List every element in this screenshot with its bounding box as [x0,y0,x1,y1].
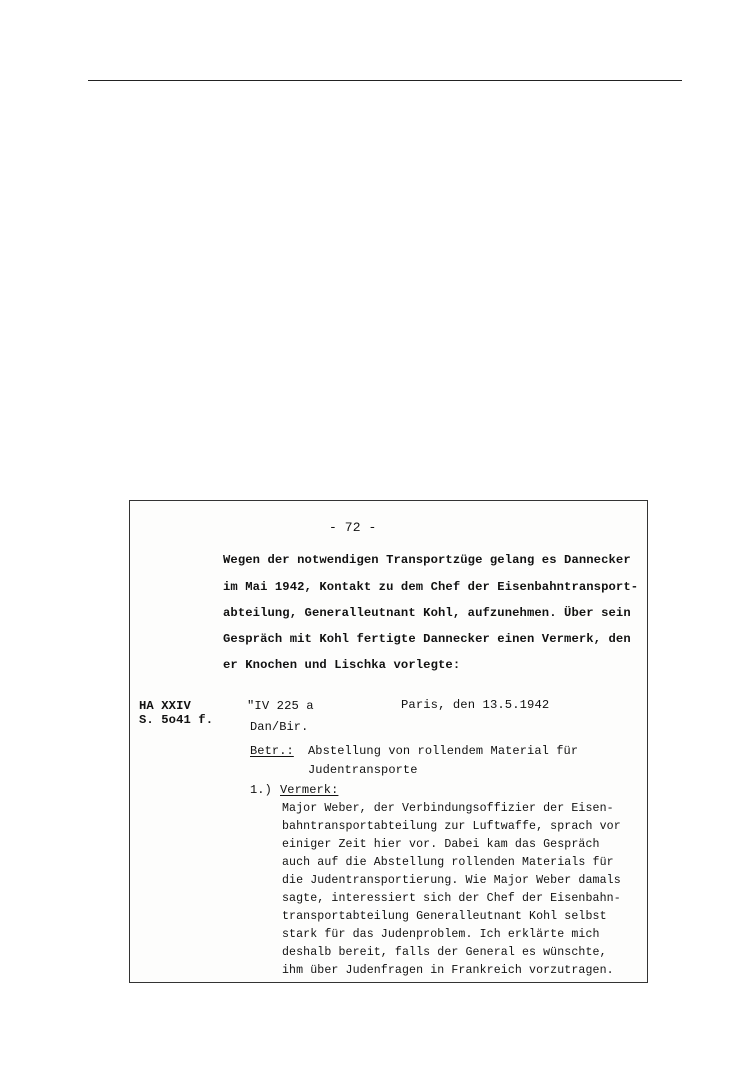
subject-line: Abstellung von rollendem Material für [308,744,579,758]
margin-reference-page: S. 5o41 f. [139,713,214,727]
memo-line: ihm über Judenfragen in Frankreich vorzutragen. [282,964,614,977]
intro-line: abteilung, Generalleutnant Kohl, aufzunehmen. Über sein [223,606,631,620]
margin-reference-archive: HA XXIV [139,699,191,713]
intro-line: Wegen der notwendigen Transportzüge gelang es Dannecker [223,553,631,567]
memo-line: transportabteilung Generalleutnant Kohl selbst [282,910,607,923]
memo-line: auch auf die Abstellung rollenden Materials für [282,856,614,869]
memo-line: stark für das Judenproblem. Ich erklärte mich [282,928,600,941]
memo-line: sagte, interessiert sich der Chef der Eisenbahn- [282,892,621,905]
header-rule [88,80,682,81]
memo-line: deshalb bereit, falls der General es wünschte, [282,946,607,959]
memo-line: Major Weber, der Verbindungsoffizier der Eisen- [282,802,614,815]
intro-line: Gespräch mit Kohl fertigte Dannecker einen Vermerk, den [223,632,631,646]
page-number: - 72 - [329,520,377,535]
place-date: Paris, den 13.5.1942 [401,698,550,712]
file-reference: "IV 225 a [247,699,314,713]
memo-line: die Judentransportierung. Wie Major Weber damals [282,874,621,887]
item-number: 1.) [250,783,272,797]
subject-line: Judentransporte [308,763,418,777]
initials: Dan/Bir. [250,720,309,734]
scanned-page [130,501,647,982]
intro-line: er Knochen und Lischka vorlegte: [223,658,461,672]
memo-line: einiger Zeit hier vor. Dabei kam das Gespräch [282,838,600,851]
item-label: Vermerk: [280,783,339,797]
intro-line: im Mai 1942, Kontakt zu dem Chef der Eisenbahntransport- [223,580,639,594]
subject-label: Betr.: [250,744,294,758]
scanned-document-image [129,500,648,983]
memo-line: bahntransportabteilung zur Luftwaffe, sprach vor [282,820,621,833]
